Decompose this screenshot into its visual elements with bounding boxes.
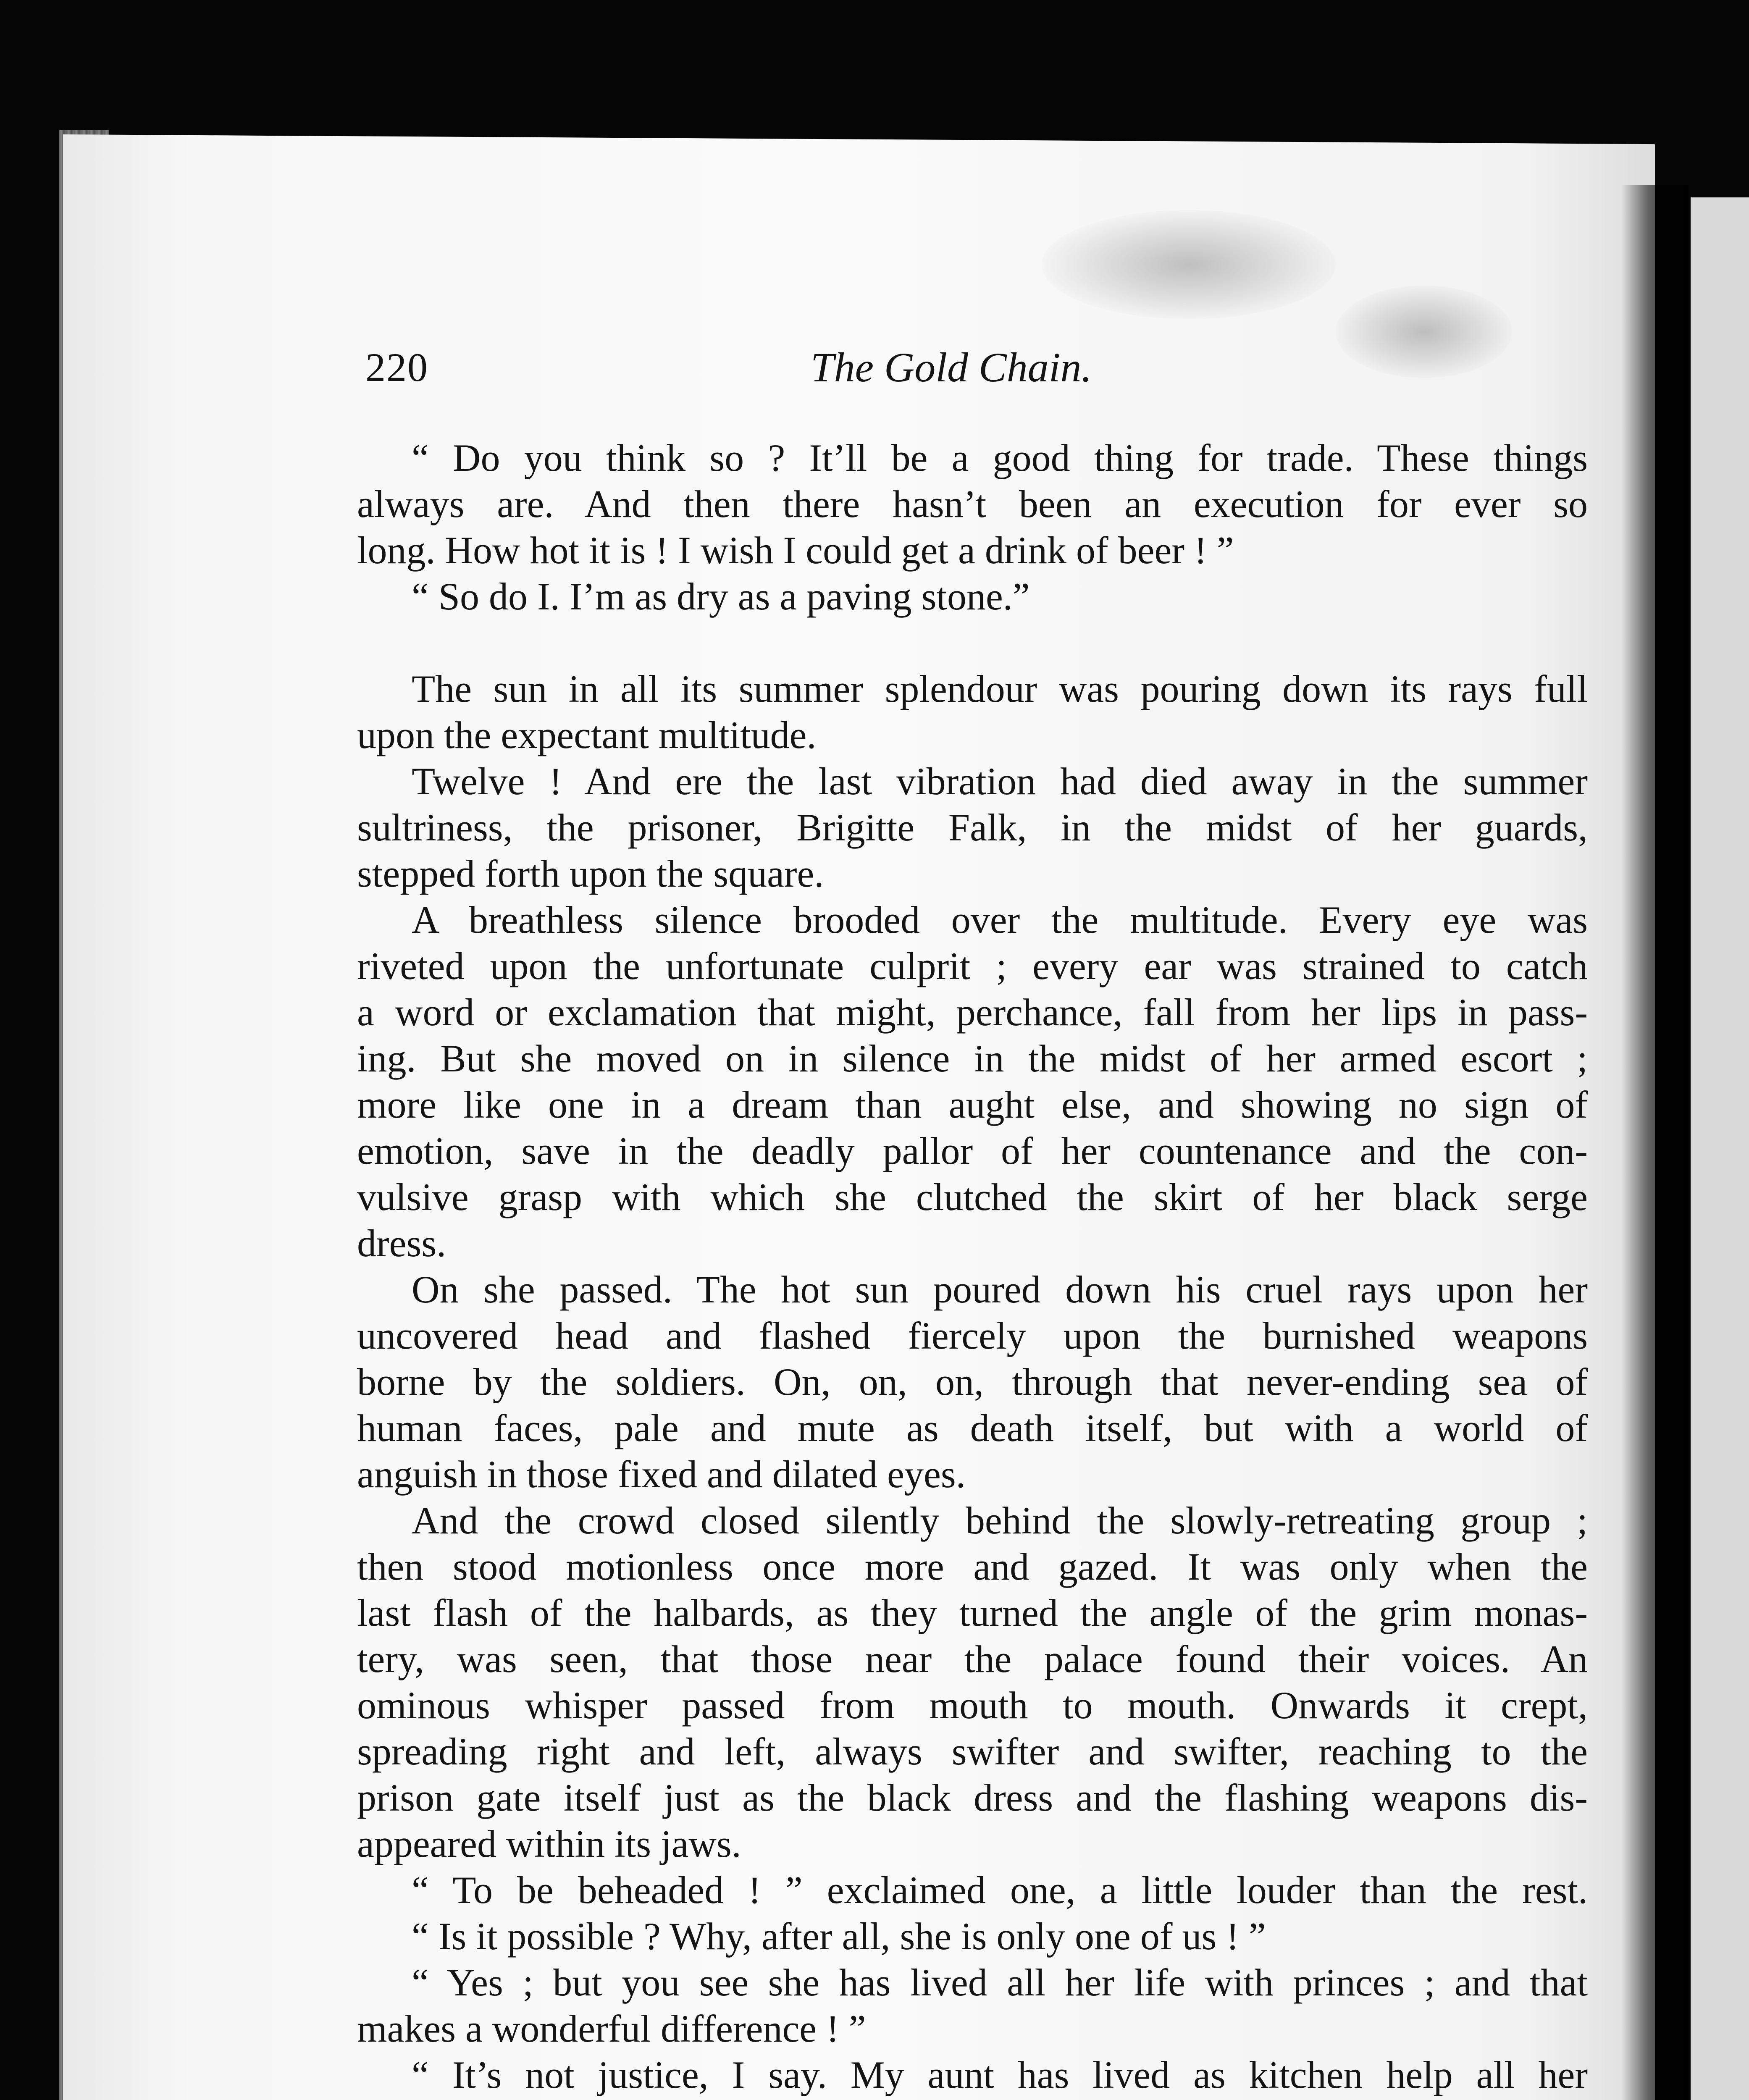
text-line: makes a wonderful difference ! ” xyxy=(357,2007,866,2050)
page-number: 220 xyxy=(365,345,428,390)
text-line: human faces, pale and mute as death itself, but with a world of xyxy=(357,1407,1588,1449)
text-line: always are. And then there hasn’t been an execution for ever so xyxy=(357,483,1588,525)
text-line: emotion, save in the deadly pallor of her countenance and the con- xyxy=(357,1129,1588,1172)
text-line: And the crowd closed silently behind the slowly-retreating group ; xyxy=(412,1499,1588,1542)
text-line: On she passed. The hot sun poured down his cruel rays upon her xyxy=(412,1268,1588,1311)
text-line: then stood motionless once more and gazed. It was only when the xyxy=(357,1545,1588,1588)
text-line: spreading right and left, always swifter and swifter, reaching to the xyxy=(357,1730,1588,1773)
text-line: “ To be beheaded ! ” exclaimed one, a little louder than the rest. xyxy=(412,1869,1588,1911)
text-line: vulsive grasp with which she clutched the skirt of her black serge xyxy=(357,1176,1588,1218)
text-line: “ Is it possible ? Why, after all, she is only one of us ! ” xyxy=(412,1915,1266,1958)
text-line: “ Yes ; but you see she has lived all her life with princes ; and that xyxy=(412,1961,1588,2004)
text-line: more like one in a dream than aught else, and showing no sign of xyxy=(357,1083,1588,1126)
text-line: appeared within its jaws. xyxy=(357,1822,741,1865)
text-line: “ It’s not justice, I say. My aunt has lived as kitchen help all her xyxy=(412,2053,1588,2096)
text-line: ominous whisper passed from mouth to mouth. Onwards it crept, xyxy=(357,1684,1588,1727)
text-line: borne by the soldiers. On, on, on, through that never-ending sea of xyxy=(357,1360,1588,1403)
text-line: uncovered head and flashed fiercely upon the burnished weapons xyxy=(357,1314,1588,1357)
text-line: riveted upon the unfortunate culprit ; every ear was strained to catch xyxy=(357,945,1588,987)
text-line: prison gate itself just as the black dress and the flashing weapons dis- xyxy=(357,1776,1588,1819)
text-line: “ Do you think so ? It’ll be a good thing for trade. These things xyxy=(412,436,1588,479)
text-line: last flash of the halbards, as they turned the angle of the grim monas- xyxy=(357,1591,1588,1634)
text-line: upon the expectant multitude. xyxy=(357,714,817,756)
text-line: dress. xyxy=(357,1222,446,1265)
text-line xyxy=(357,2098,1588,2100)
text-line: A breathless silence brooded over the multitude. Every eye was xyxy=(412,898,1588,941)
text-line: long. How hot it is ! I wish I could get a drink of beer ! ” xyxy=(357,529,1234,572)
text-line: The sun in all its summer splendour was pouring down its rays full xyxy=(412,667,1588,710)
text-line: Twelve ! And ere the last vibration had died away in the summer xyxy=(412,760,1588,803)
text-line: “ So do I. I’m as dry as a paving stone.” xyxy=(412,575,1030,618)
section-break xyxy=(357,620,1588,666)
running-title: The Gold Chain. xyxy=(811,344,1092,391)
text-line: sultriness, the prisoner, Brigitte Falk, in the midst of her guards, xyxy=(357,806,1588,849)
running-head xyxy=(365,340,1584,395)
text-line: a word or exclamation that might, perchance, fall from her lips in pass- xyxy=(357,991,1588,1034)
text-line: ing. But she moved on in silence in the midst of her armed escort ; xyxy=(357,1037,1588,1080)
text-line: tery, was seen, that those near the palace found their voices. An xyxy=(357,1638,1588,1680)
text-line: stepped forth upon the square. xyxy=(357,852,824,895)
text-line: anguish in those fixed and dilated eyes. xyxy=(357,1453,966,1496)
body-text xyxy=(357,435,1588,2100)
